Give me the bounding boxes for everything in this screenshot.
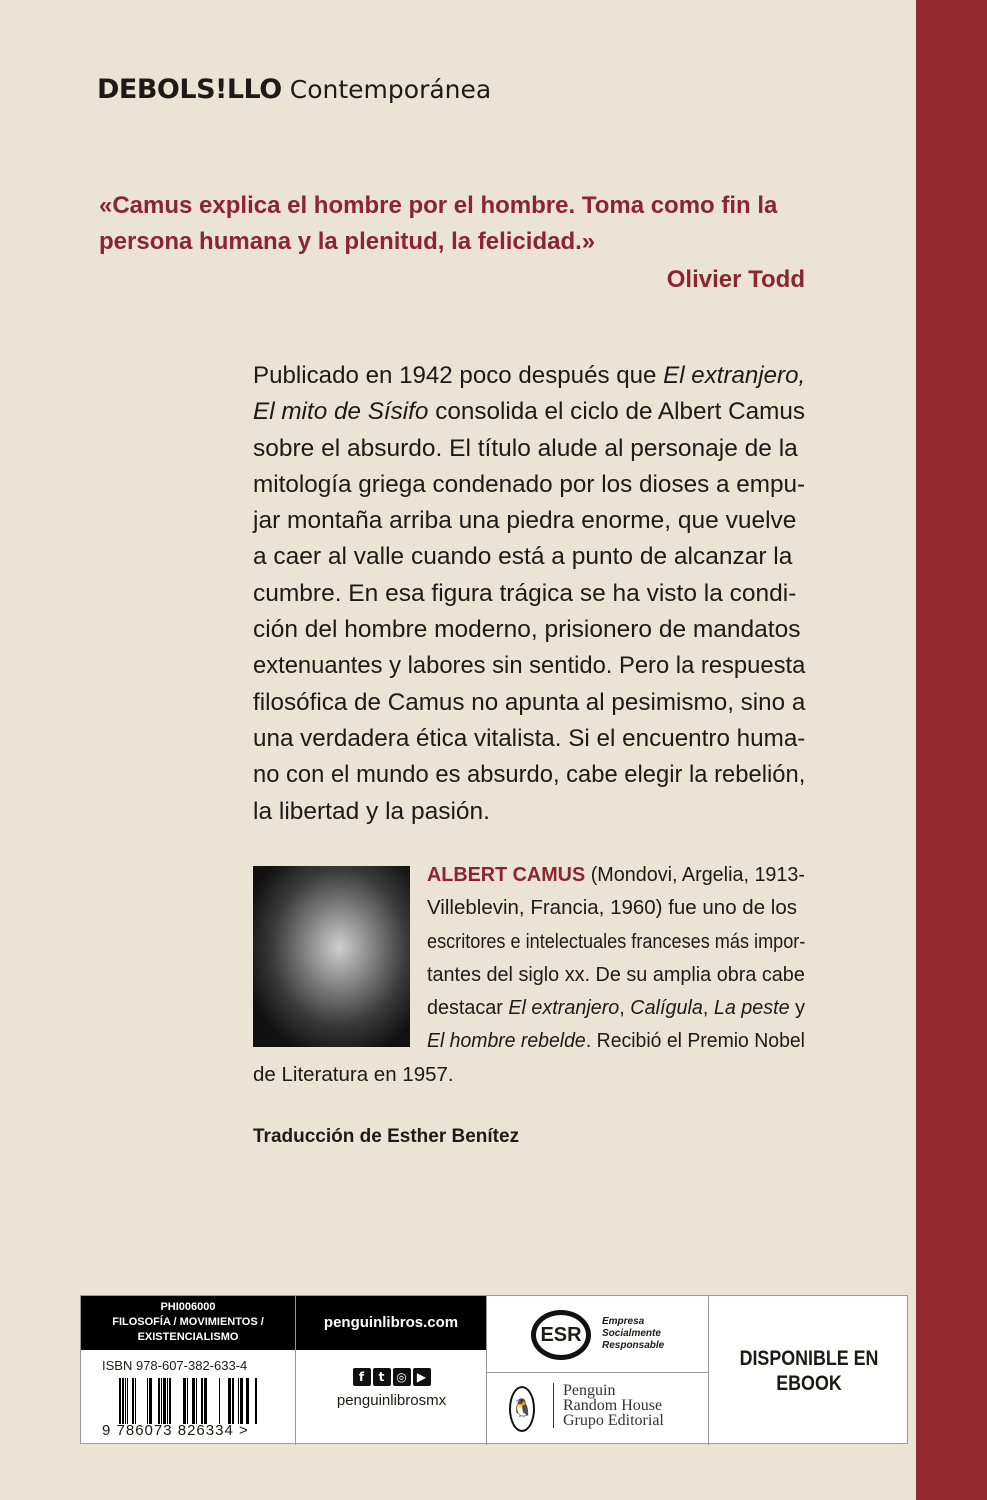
barcode-bar: [135, 1378, 136, 1424]
category-label: [81, 1296, 296, 1350]
barcode-bar: [122, 1378, 124, 1424]
barcode-bar: [119, 1378, 121, 1424]
text-line: [253, 467, 805, 503]
text-segment: filosófica de Camus no apunta al pesimismo, sino a: [253, 688, 806, 716]
text-segment: escritores e intelectuales franceses más impor-: [427, 929, 806, 953]
esr-text: Empresa: [602, 1316, 645, 1327]
category-line: EXISTENCIALISMO: [137, 1331, 239, 1343]
text-segment: Calígula: [630, 996, 703, 1020]
imprint-name: DEBOLS!LLO: [97, 74, 282, 105]
text-segment: jar montaña arriba una piedra enorme, que vuelve: [253, 507, 797, 535]
quote-line: persona humana y la plenitud, la felicidad.»: [99, 228, 596, 255]
text-line: [253, 757, 805, 793]
text-line: [253, 503, 805, 539]
barcode-bar: [125, 1378, 126, 1424]
text-line: [253, 358, 805, 394]
barcode-bar: [204, 1378, 207, 1424]
text-segment: no con el mundo es absurdo, cabe elegir la rebelión,: [253, 761, 806, 789]
text-line: [253, 394, 805, 430]
text-line: [427, 991, 805, 1024]
spine-band: [916, 0, 987, 1500]
esr-logo-icon: ESR: [531, 1310, 591, 1360]
barcode-bar: [240, 1378, 243, 1424]
isbn-text: ISBN 978-607-382-633-4: [102, 1358, 248, 1373]
imprint-logo: [97, 74, 491, 105]
esr-text: Socialmente: [602, 1328, 661, 1339]
barcode-bar: [169, 1378, 171, 1424]
text-segment: consolida el ciclo de Albert Camus: [428, 398, 805, 426]
barcode-bar: [147, 1378, 148, 1424]
text-line: [253, 431, 805, 467]
text-segment: tantes del siglo xx. De su amplia obra cabe: [427, 962, 805, 986]
text-segment: ción del hombre moderno, prisionero de mandatos: [253, 616, 801, 644]
instagram-icon[interactable]: ◎: [393, 1368, 411, 1386]
publisher-line: Grupo Editorial: [563, 1412, 664, 1429]
text-line: [253, 794, 805, 830]
barcode-bar: [149, 1378, 152, 1424]
barcode-bar: [232, 1378, 234, 1424]
text-segment: La peste: [713, 996, 790, 1020]
barcode-bar: [158, 1378, 160, 1424]
barcode-bar: [228, 1378, 231, 1424]
text-line: [253, 576, 805, 612]
twitter-icon[interactable]: t: [373, 1368, 391, 1386]
text-line: [253, 648, 805, 684]
barcode-bar: [163, 1378, 166, 1424]
author-bio: [253, 858, 805, 1091]
facebook-icon[interactable]: f: [353, 1368, 371, 1386]
text-segment: Publicado en 1942 poco después que: [253, 362, 664, 389]
text-segment: mitología griega condenado por los dioses a empu-: [253, 470, 806, 498]
barcode-bar: [132, 1378, 134, 1424]
text-segment: . Recibió el Premio Nobel: [585, 1029, 805, 1053]
youtube-icon[interactable]: ▶: [413, 1368, 431, 1386]
barcode-bar: [238, 1378, 239, 1424]
translator-credit: Traducción de Esther Benítez: [253, 1126, 520, 1147]
text-line: [427, 925, 805, 958]
barcode-bar: [255, 1378, 257, 1424]
barcode-bar: [183, 1378, 186, 1424]
quote-line: «Camus explica el hombre por el hombre. Toma como fin la: [99, 192, 778, 219]
publisher-line: Penguin: [563, 1382, 616, 1399]
social-handle[interactable]: penguinlibrosmx: [336, 1392, 447, 1409]
text-line: [427, 1024, 805, 1057]
ebook-line: EBOOK: [776, 1371, 842, 1395]
synopsis: [253, 358, 805, 830]
isbn-cell: [81, 1350, 296, 1445]
text-segment: El extranjero: [508, 996, 620, 1020]
text-line: [253, 685, 805, 721]
text-segment: de Literatura en 1957.: [253, 1062, 454, 1086]
text-line: [427, 958, 805, 991]
category-code: PHI006000: [160, 1301, 216, 1313]
website-link[interactable]: penguinlibros.com: [296, 1296, 487, 1350]
ebook-notice: [724, 1296, 894, 1445]
text-line: [427, 858, 805, 891]
barcode-bar: [201, 1378, 203, 1424]
barcode-bar: [167, 1378, 168, 1424]
barcode-bar: [127, 1378, 128, 1424]
text-line: [253, 721, 805, 757]
text-line: [253, 1058, 805, 1091]
text-line: [253, 539, 805, 575]
text-segment: El hombre rebelde: [427, 1029, 586, 1053]
esr-text: Responsable: [602, 1340, 665, 1351]
publisher-line: Random House: [563, 1397, 663, 1414]
blurb-quote: [99, 188, 805, 298]
barcode-bar: [187, 1378, 188, 1424]
text-line: [253, 612, 805, 648]
text-segment: sobre el absurdo. El título alude al personaje de la: [253, 434, 798, 462]
text-segment: y: [789, 996, 806, 1020]
social-links: [296, 1366, 487, 1409]
ean-digits: 9 786073 826334 >: [102, 1422, 249, 1439]
collection-name: Contemporánea: [289, 75, 492, 104]
ebook-line: DISPONIBLE EN: [739, 1346, 879, 1370]
text-segment: una verdadera ética vitalista. Si el encuentro huma-: [253, 724, 806, 752]
barcode-bar: [196, 1378, 197, 1424]
text-segment: ,: [619, 996, 631, 1020]
text-segment: El mito de Sísifo: [253, 398, 429, 426]
barcode-bar: [161, 1378, 162, 1424]
footer-info-box: [80, 1295, 908, 1444]
category-line: FILOSOFÍA / MOVIMIENTOS /: [112, 1316, 264, 1328]
text-segment: ALBERT CAMUS: [427, 863, 586, 886]
penguin-icon: 🐧: [509, 1386, 535, 1432]
publisher-logo: [487, 1373, 709, 1445]
text-segment: El extranjero,: [663, 362, 806, 389]
text-segment: extenuantes y labores sin sentido. Pero la respuesta: [253, 652, 806, 680]
text-segment: cumbre. En esa figura trágica se ha visto la condi-: [253, 579, 797, 607]
barcode: [119, 1378, 264, 1424]
text-segment: ,: [702, 996, 714, 1020]
text-segment: la libertad y la pasión.: [253, 797, 490, 825]
barcode-bar: [246, 1378, 249, 1424]
text-segment: (Mondovi, Argelia, 1913-: [585, 863, 805, 886]
text-line: [427, 891, 805, 924]
text-segment: a caer al valle cuando está a punto de alcanzar la: [253, 543, 793, 571]
quote-author: Olivier Todd: [666, 266, 805, 293]
text-segment: destacar: [427, 996, 509, 1020]
barcode-bar: [192, 1378, 195, 1424]
text-segment: Villeblevin, Francia, 1960) fue uno de los: [427, 896, 797, 920]
esr-badge: [487, 1296, 709, 1373]
barcode-bar: [219, 1378, 220, 1424]
